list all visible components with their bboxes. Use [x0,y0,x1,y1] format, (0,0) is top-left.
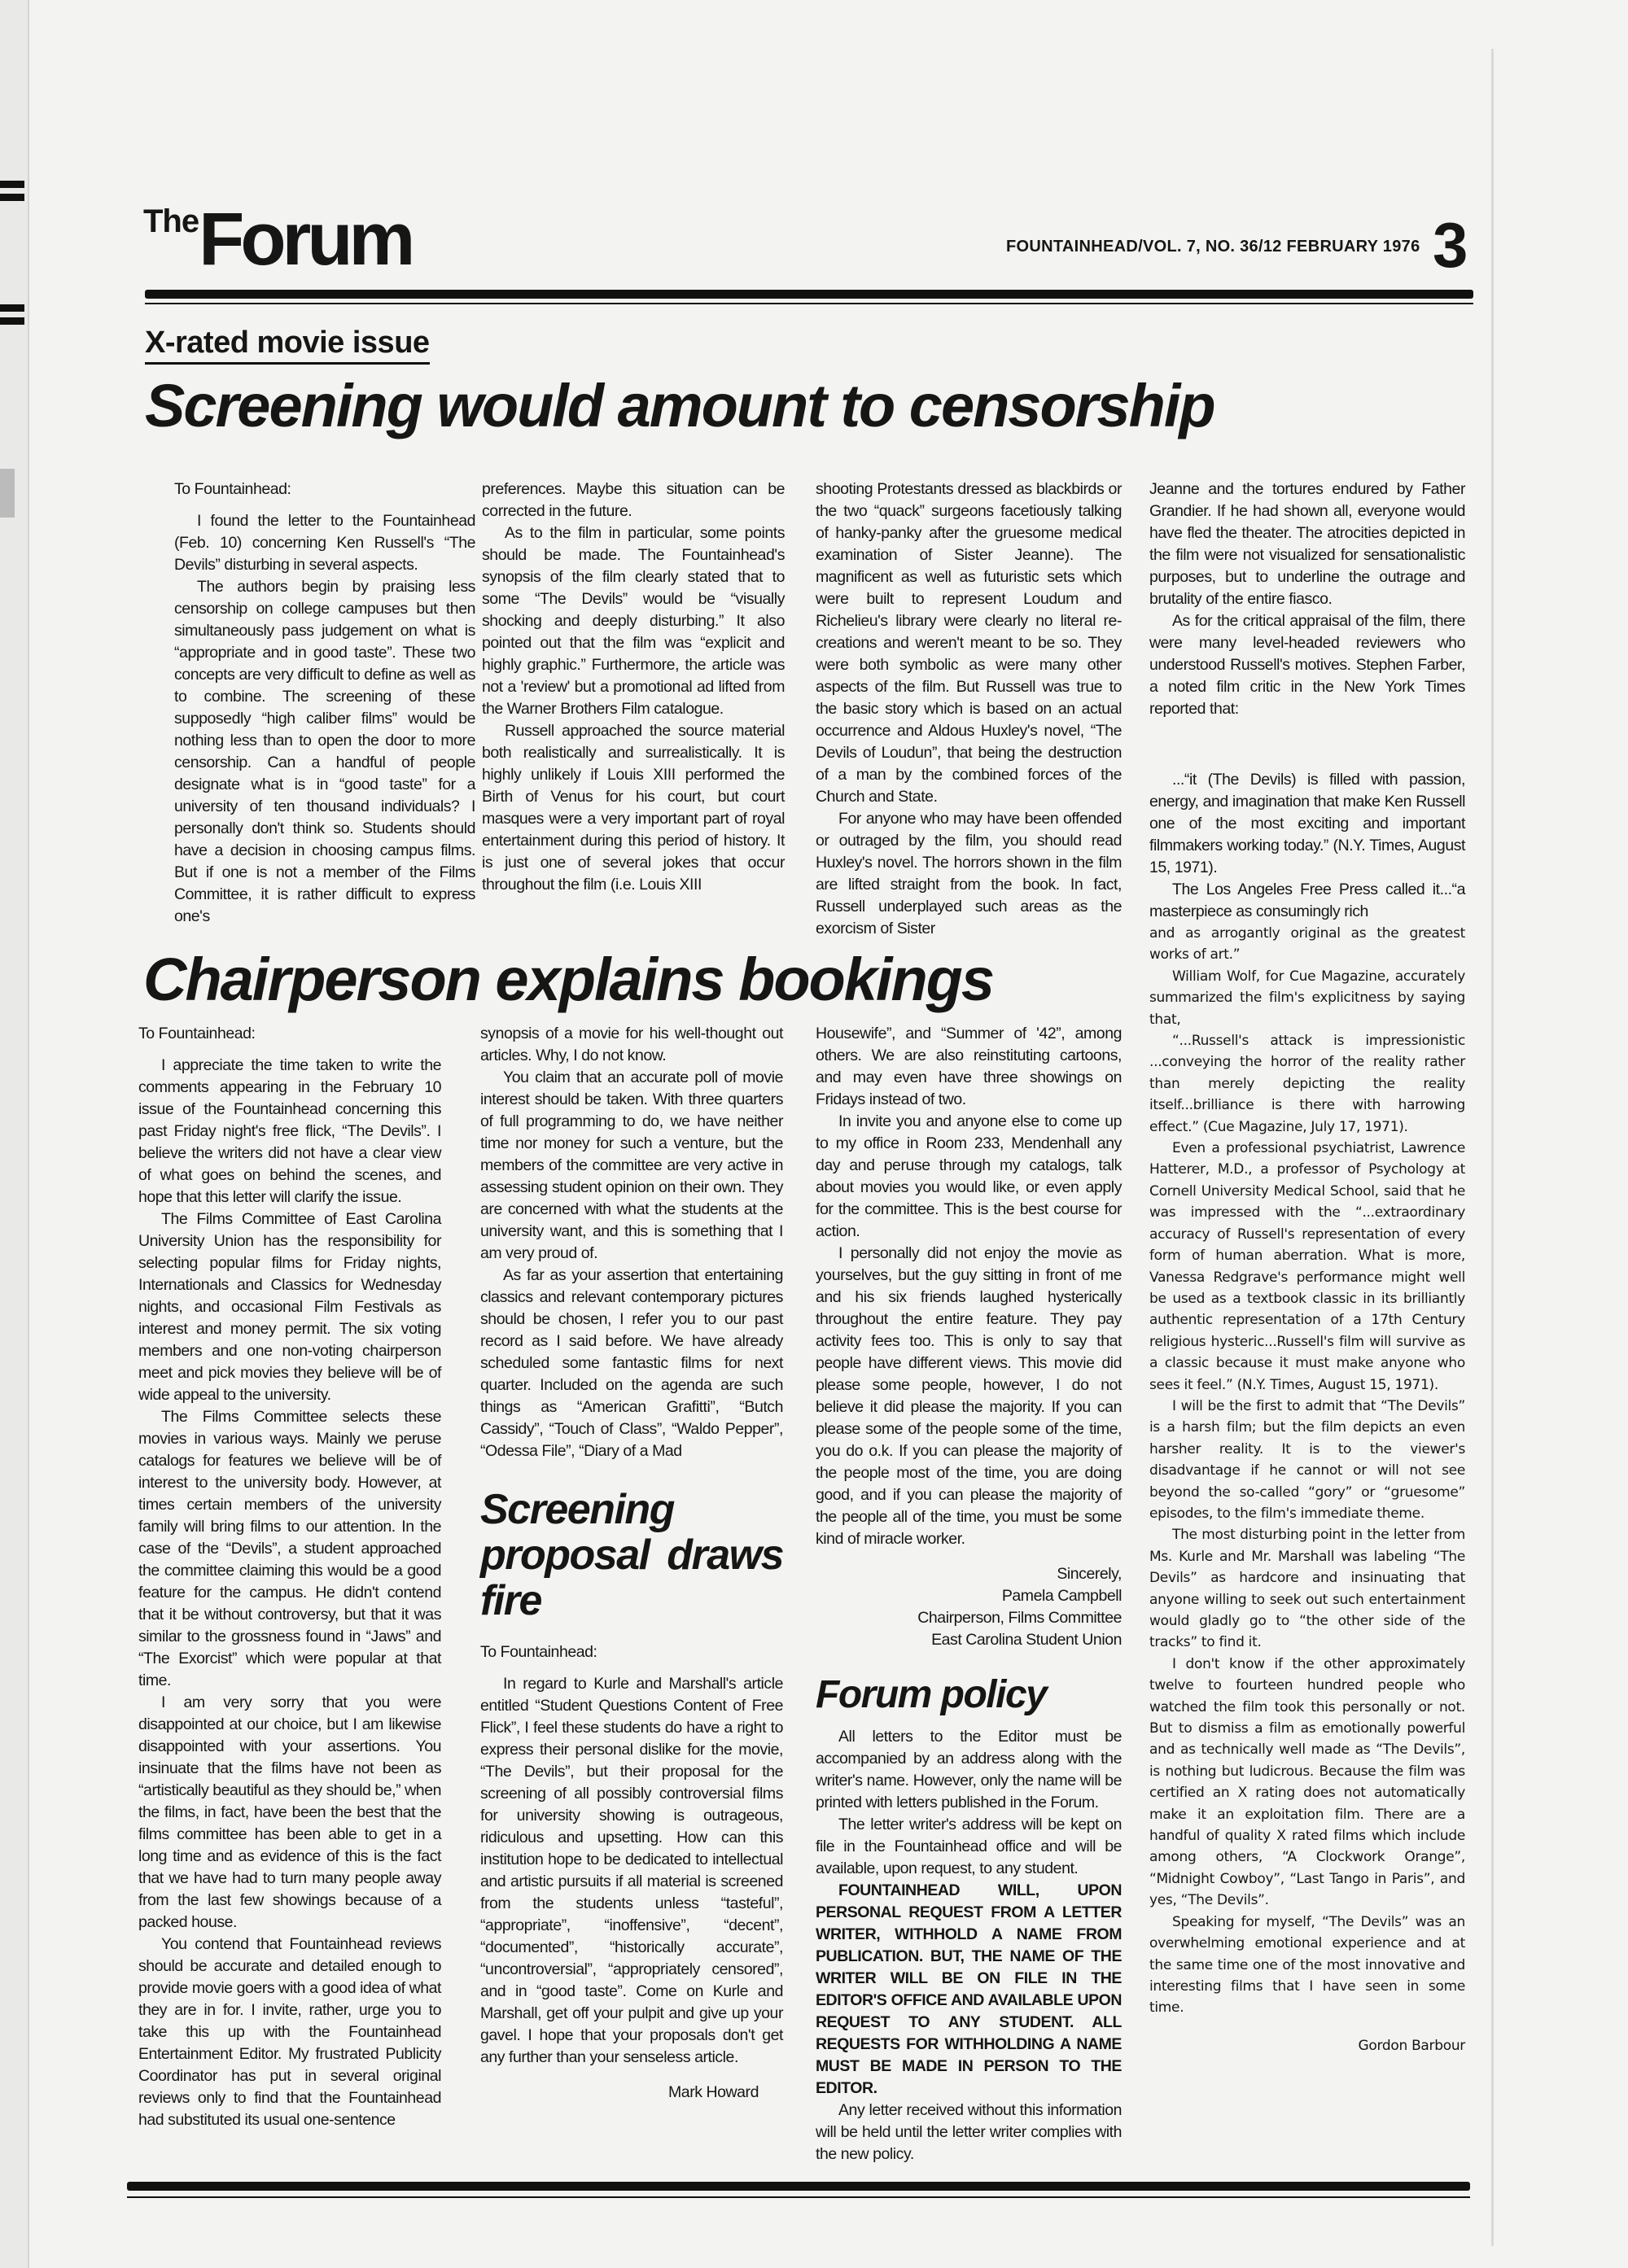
previous-page-mark [0,194,24,201]
section-logo-the: The [143,203,199,239]
paragraph: For anyone who may have been offended or outraged by the film, you should read Huxley's novel. The horrors shown in the film are lifted straight from the book. In fact, Russell underplayed such areas as the exorcism of Sister [816,810,1122,937]
article2-column-2 [480,1023,783,2104]
policy-paragraph: The letter writer's address will be kept on file in the Fountainhead office and will be available, upon request, to any student. [816,1816,1122,1877]
paragraph: As to the film in particular, some points should be made. The Fountainhead's synopsis of the film clearly stated that to some “The Devils” would be “visually shocking and deeply disturbing.” It also pointed out that the film was “explicit and highly graphic.” Furthermore, the article was not a 'review' but a promotional ad lifted from the Warner Brothers Film catalogue. [482,524,785,718]
section-logo [143,198,412,281]
top-rule-thin [145,303,1473,304]
previous-page-mark [0,317,24,325]
paragraph: I found the letter to the Fountainhead (Feb. 10) concerning Ken Russell's “The Devils” disturbing in several aspects. [174,512,475,574]
signoff-line: East Carolina Student Union [931,1631,1122,1649]
article2-column-1 [138,1023,441,2131]
section-logo-forum: Forum [199,198,412,281]
forum-policy-body [816,1726,1122,2165]
previous-page-mark [0,469,15,518]
folio-line: FOUNTAINHEAD/VOL. 7, NO. 36/12 FEBRUARY 1976 [1006,238,1420,256]
paragraph: You claim that an accurate poll of movie interest should be taken. With three quarters of full programming to do, we have neither time nor money for such a venture, but the members of the committee are very active in assessing student opinion on their own. They are concerned with what the students at the university want, and this is something that I am very proud of. [480,1068,783,1262]
previous-page-mark [0,181,24,188]
paragraph: In regard to Kurle and Marshall's article entitled “Student Questions Content of Free Flick”, I feel these students do have a right to express their personal dislike for the movie, “The Devils”, but their proposal for the screening of all possibly controversial films for university showing is outrageous, ridiculous and upsetting. How can this institution hope to be dedicated to intellectual and artistic pursuits if all material is screened from the students unless “tasteful”, “appropriate”, “inoffensive”, “decent”, “documented”, “historically accurate”, “uncontroversial”, “appropriately censored”, and in “good taste”. Come on Kurle and Marshall, get off your pulpit and give up your gavel. I hope that your proposals don't get any further than your senseless article. [480,1675,783,2066]
paragraph: I will be the first to admit that “The Devils” is a harsh film; but the film depicts an even harsher reality. It is to the viewer's disadvantage if he cannot or will not see beyond the so-called “gory” or “gruesome” episodes, to the film's immediate theme. [1149,1397,1465,1522]
headline-forum-policy: Forum policy [816,1673,1047,1716]
paragraph: shooting Protestants dressed as blackbirds or the two “quack” surgeons facetiously talking of hanky-panky after the gruesome medical examination of Sister Jeanne). The magnificent as well as futuristic sets which were built to represent Loudum and Richelieu's library were clearly no literal re-creations and weren't meant to be so. They were both symbolic as were many other aspects of the film. But Russell was true to the basic story which is based on an actual occurrence and Aldous Huxley's novel, “The Devils of Loudun”, that being the destruction of a man by the combined forces of the Church and State. [816,480,1122,806]
paragraph: You contend that Fountainhead reviews should be accurate and detailed enough to provide movie goers with a good idea of what they are in for. I invite, rather, urge you to take this up with the Fountainhead Entertainment Editor. My frustrated Publicity Coordinator has put in several original reviews only to find that the Fountainhead had substituted its usual one-sentence [138,1935,441,2129]
page-edge [1491,49,1494,2246]
article-kicker: X-rated movie issue [145,326,430,365]
article2-column-3 [816,1023,1122,2165]
policy-paragraph: All letters to the Editor must be accompanied by an address along with the writer's name. However, only the name will be printed with letters published in the Forum. [816,1728,1122,1811]
paragraph: I am very sorry that you were disappointed at our choice, but I am likewise disappointed with your assertions. You insinuate that the films have not been as “artistically beautiful as they should be,” when the films, in fact, have been the best that the films committee has been able to get in a long time and as evidence of this is the fact that we have had to turn many people away from the last few showings because of a packed house. [138,1693,441,1931]
paragraph: The Films Committee selects these movies in various ways. Mainly we peruse catalogs for features we believe will be of interest to the university body. However, at times certain members of the university family will bring films to our attention. In the case of the “Devils”, a student approached the committee claiming this would be a good feature for the campus. He didn't contend that it be without controversy, but that it was similar to the grossness found in “Jaws” and “The Exorcist” which were popular at that time. [138,1408,441,1689]
signature-gordon-barbour: Gordon Barbour [1358,2037,1465,2054]
signoff-line: Pamela Campbell [1001,1587,1122,1605]
paragraph: I don't know if the other approximately twelve to fourteen hundred people who watched the film took this personally or not. But to dismiss a film as emotionally powerful and as technically well made as “The Devils”, is nothing but ludicrous. Because the film was certified an X rating does not automatically make it an exploitation film. There are a handful of quality X rated films which include among others, “A Clockwork Orange”, “Midnight Cowboy”, “Last Tango in Paris”, and yes, “The Devils”. [1149,1655,1465,1909]
article1-column-3 [816,479,1122,940]
article1-column-2 [482,479,785,896]
previous-page-mark [0,304,24,312]
paragraph: synopsis of a movie for his well-thought out articles. Why, I do not know. [480,1025,783,1064]
article1-column-4-continued [1149,923,1465,2056]
paragraph: and as arrogantly original as the greatest works of art.” [1149,925,1465,964]
paragraph: The most disturbing point in the letter from Ms. Kurle and Mr. Marshall was labeling “The Devils” as hardcore and insinuating that anyone willing to seek out such entertainment would gladly go to “the other side of the tracks” to find it. [1149,1527,1465,1651]
paragraph: In invite you and anyone else to come up to my office in Room 233, Mendenhall any day and peruse through my catalogs, talk about movies you would like, or even apply for the committee. This is the best course for action. [816,1112,1122,1240]
paragraph: I personally did not enjoy the movie as yourselves, but the guy sitting in front of me and his six friends laughed hysterically throughout the entire feature. They pay activity fees too. This is only to say that people have different views. This movie did please some people, however, I do not believe it did please the majority. If you can please some of the people some of the time, you do o.k. If you can please the majority of the people most of the time, you are doing good, and if you can please the majority of the people all of the time, you must be some kind of miracle worker. [816,1244,1122,1548]
paragraph: ...“it (The Devils) is filled with passion, energy, and imagination that make Ken Russell one of the most exciting and important filmmakers working today.” (N.Y. Times, August 15, 1971). [1149,771,1465,876]
salutation: To Fountainhead: [480,1643,597,1661]
paragraph: The authors begin by praising less censorship on college campuses but then simultaneously pass judgement on what is “appropriate and in good taste”. These two concepts are very difficult to define as well as to combine. The screening of these supposedly “high caliber films” would be nothing less than to open the door to more censorship. Can a handful of people designate what is in “good taste” for a university of ten thousand individuals? I personally don't think so. Students should have a decision in choosing campus films. But if one is not a member of the Films Committee, it is rather difficult to express one's [174,578,475,925]
bottom-rule [127,2182,1470,2191]
paragraph: preferences. Maybe this situation can be corrected in the future. [482,480,785,520]
paragraph: I appreciate the time taken to write the comments appearing in the February 10 issue of the Fountainhead concerning this past Friday night's free flick, “The Devils”. I believe the writers did not have a clear view of what goes on behind the scenes, and hope that this letter will clarify the issue. [138,1056,441,1206]
page-number: 3 [1433,209,1468,281]
paragraph: As for the critical appraisal of the film, there were many level-headed reviewers who understood Russell's motives. Stephen Farber, a noted film critic in the New York Times reported that: [1149,612,1465,718]
headline-chairperson-bookings: Chairperson explains bookings [143,946,994,1013]
signoff-line: Sincerely, [1057,1565,1122,1583]
policy-paragraph: Any letter received without this information will be held until the letter writer complies with the new policy. [816,2101,1122,2163]
signoff-line: Chairperson, Films Committee [917,1609,1122,1627]
headline-screening-censorship: Screening would amount to censorship [145,372,1214,439]
signature-mark-howard: Mark Howard [668,2083,759,2101]
top-rule [145,290,1473,299]
previous-page-edge [0,0,29,2268]
paragraph: William Wolf, for Cue Magazine, accurately summarized the film's explicitness by saying that, [1149,968,1465,1028]
paragraph: Even a professional psychiatrist, Lawrence Hatterer, M.D., a professor of Psychology at Cornell University Medical School, said that he was impressed with the “...extraordinary accuracy of Russell's representation of every form of human aberration. What is more, Vanessa Redgrave's performance might well be used as a textbook classic in its brilliantly authentic representation of a 17th Century religious hysteric...Russell's film will survive as a classic because it must make anyone who sees it feel.” (N.Y. Times, August 15, 1971). [1149,1140,1465,1393]
paragraph: Russell approached the source material both realistically and surrealistically. It is highly unlikely if Louis XIII performed the Birth of Venus for his court, but court masques were a very important part of royal entertainment during this period of history. It is just one of several jokes that occur throughout the film (i.e. Louis XIII [482,722,785,894]
paragraph: As far as your assertion that entertaining classics and relevant contemporary pictures should be chosen, I refer you to our past record as I said before. We have already scheduled some fantastic films for next quarter. Included on the agenda are such things as “American Grafitti”, “Butch Cassidy”, “Touch of Class”, “Waldo Pepper”, “Odessa File”, “Diary of a Mad [480,1266,783,1460]
policy-notice: FOUNTAINHEAD WILL, UPON PERSONAL REQUEST FROM A LETTER WRITER, WITHHOLD A NAME FROM PUBLICATION. BUT, THE NAME OF THE WRITER WILL BE ON FILE IN THE EDITOR'S OFFICE AND AVAILABLE UPON REQUEST TO ANY STUDENT. ALL REQUESTS FOR WITHHOLDING A NAME MUST BE MADE IN PERSON TO THE EDITOR. [816,1881,1122,2097]
article1-column-4 [1149,479,1465,2056]
paragraph: Jeanne and the tortures endured by Father Grandier. If he had shown all, everyone would have fled the theater. The atrocities depicted in the film were not visualized for sensationalistic purposes, but to underline the outrage and brutality of the entire fiasco. [1149,480,1465,608]
paragraph: “...Russell's attack is impressionistic ...conveying the horror of the reality rather than merely depicting the reality itself...brilliance is there with harrowing effect.” (Cue Magazine, July 17, 1971). [1149,1033,1465,1135]
headline-screening-proposal: Screening proposal draws fire [480,1486,783,1624]
bottom-rule-thin [127,2196,1470,2198]
paragraph: The Los Angeles Free Press called it...“a masterpiece as consumingly rich [1149,881,1465,920]
paragraph: The Films Committee of East Carolina University Union has the responsibility for selecting popular films for Friday nights, Internationals and Classics for Wednesday nights, and occasional Film Festivals as interest and money permit. The six voting members and one non-voting chairperson meet and pick movies they believe will be of wide appeal to the university. [138,1210,441,1404]
paragraph: Speaking for myself, “The Devils” was an overwhelming emotional experience and at the same time one of the most innovative and interesting films that I have seen in some time. [1149,1913,1465,2017]
paragraph: Housewife”, and “Summer of '42”, among others. We are also reinstituting cartoons, and may even have three showings on Fridays instead of two. [816,1025,1122,1108]
article1-column-1 [174,479,475,928]
salutation: To Fountainhead: [174,480,291,498]
salutation: To Fountainhead: [138,1025,256,1042]
